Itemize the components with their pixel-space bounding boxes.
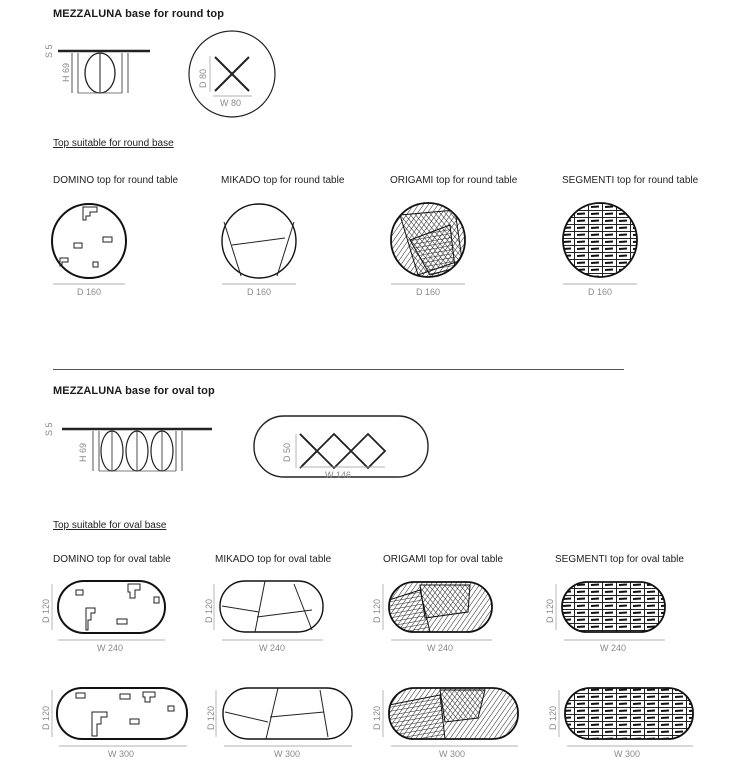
oval-plan-width-label: W 146 [325, 470, 352, 480]
mikado-round-dim: D 160 [247, 287, 272, 297]
oval-base-title: MEZZALUNA base for oval top [53, 385, 215, 397]
domino-oval-label: DOMINO top for oval table [53, 554, 171, 565]
domino-oval-240 [58, 581, 165, 633]
mikado-oval-240 [220, 581, 323, 632]
domino-round-dim: D 160 [77, 287, 102, 297]
domino-oval-300-depth: D 120 [41, 705, 51, 730]
origami-oval-300 [389, 688, 518, 739]
mikado-oval-240-depth: D 120 [204, 598, 214, 623]
segmenti-oval-240 [562, 582, 665, 632]
segmenti-round-dim: D 160 [588, 287, 613, 297]
domino-oval-300-width: W 300 [108, 749, 135, 759]
mikado-oval-240-width: W 240 [259, 643, 286, 653]
domino-round-label: DOMINO top for round table [53, 175, 179, 186]
mikado-oval-300 [223, 688, 352, 739]
round-side-thickness-label: S 5 [44, 44, 54, 58]
segmenti-oval-300-width: W 300 [614, 749, 641, 759]
domino-oval-240-width: W 240 [97, 643, 124, 653]
segmenti-oval-300 [565, 688, 693, 739]
origami-round-dim: D 160 [416, 287, 441, 297]
round-plan-depth-label: D 80 [198, 68, 208, 88]
oval-tops-link[interactable]: Top suitable for oval base [53, 520, 167, 531]
round-base-title: MEZZALUNA base for round top [53, 8, 225, 20]
origami-oval-label: ORIGAMI top for oval table [383, 554, 504, 565]
origami-oval-300-depth: D 120 [372, 705, 382, 730]
oval-side-height-label: H 69 [78, 442, 88, 462]
round-tops-link[interactable]: Top suitable for round base [53, 138, 174, 149]
origami-oval-240 [389, 582, 492, 632]
oval-plan-depth-label: D 50 [282, 442, 292, 462]
domino-oval-300 [57, 688, 187, 739]
mikado-oval-300-width: W 300 [274, 749, 301, 759]
segmenti-oval-240-depth: D 120 [545, 598, 555, 623]
domino-oval-240-depth: D 120 [41, 598, 51, 623]
origami-oval-240-width: W 240 [427, 643, 454, 653]
segmenti-oval-240-width: W 240 [600, 643, 627, 653]
mikado-round-label: MIKADO top for round table [221, 175, 345, 186]
round-plan-width-label: W 80 [220, 98, 242, 108]
oval-side-thickness-label: S 5 [44, 422, 54, 436]
round-side-height-label: H 69 [61, 62, 71, 82]
segmenti-round-label: SEGMENTI top for round table [562, 175, 699, 186]
origami-oval-240-depth: D 120 [372, 598, 382, 623]
origami-round-label: ORIGAMI top for round table [390, 175, 518, 186]
mikado-oval-label: MIKADO top for oval table [215, 554, 332, 565]
origami-oval-300-width: W 300 [439, 749, 466, 759]
segmenti-oval-label: SEGMENTI top for oval table [555, 554, 684, 565]
segmenti-oval-300-depth: D 120 [548, 705, 558, 730]
mikado-oval-300-depth: D 120 [206, 705, 216, 730]
